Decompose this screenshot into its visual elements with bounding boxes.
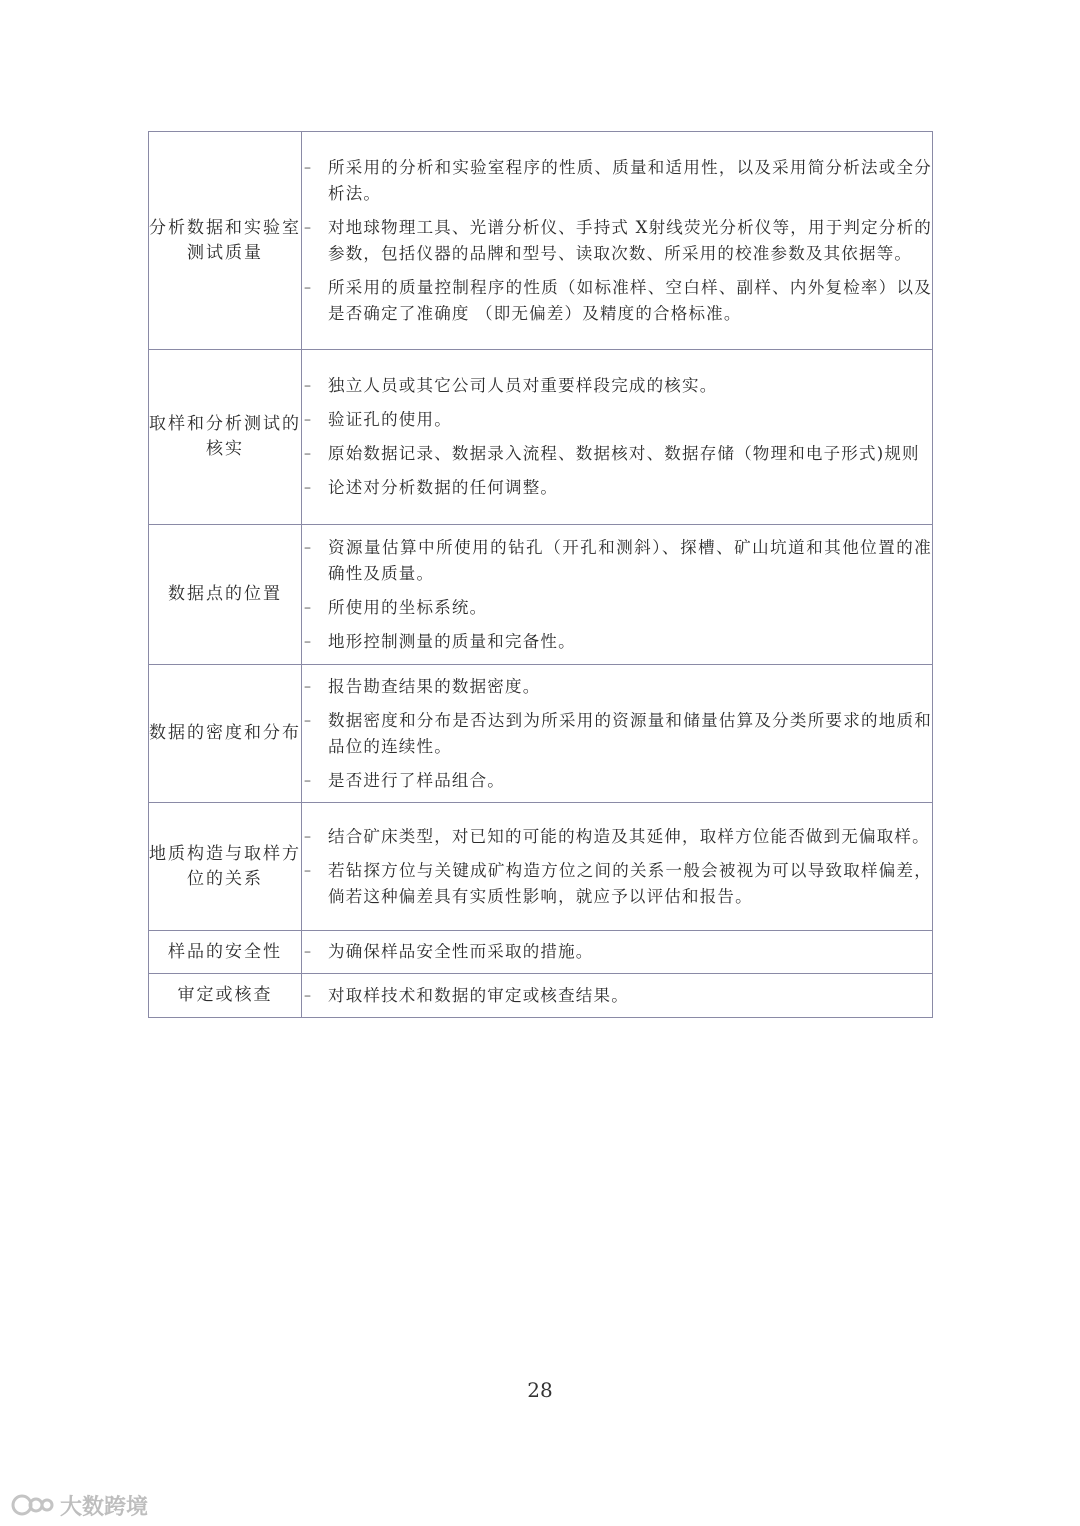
watermark (10, 1490, 148, 1520)
dash-icon: – (304, 480, 313, 496)
row-content (302, 525, 933, 665)
dash-icon: – (304, 412, 313, 428)
row-label: 数据点的位置 (149, 525, 302, 665)
logo-icon (10, 1491, 56, 1519)
bullet-item: – 是否进行了样品组合。 (302, 768, 932, 794)
bullet-item: – 资源量估算中所使用的钻孔（开孔和测斜）、探槽、矿山坑道和其他位置的准确性及质量。 (302, 535, 932, 587)
row-content (302, 974, 933, 1018)
bullet-item: – 对地球物理工具、光谱分析仪、手持式 X射线荧光分析仪等，用于判定分析的参数，包括仪器的品牌和型号、读取次数、所采用的校准参数及其依据等。 (302, 215, 932, 267)
bullet-item: – 验证孔的使用。 (302, 407, 932, 433)
row-content (302, 132, 933, 350)
dash-icon: – (304, 944, 313, 960)
dash-icon: – (304, 599, 313, 616)
dash-icon: – (304, 678, 313, 695)
bullet-item: – 为确保样品安全性而采取的措施。 (302, 939, 932, 965)
bullet-item: – 原始数据记录、数据录入流程、数据核对、数据存储（物理和电子形式)规则 (302, 441, 932, 467)
page-number: 28 (527, 1378, 553, 1402)
dash-icon: – (304, 772, 313, 789)
bullet-item: – 所采用的质量控制程序的性质（如标准样、空白样、副样、内外复检率）以及是否确定了准确度 （即无偏差）及精度的合格标准。 (302, 275, 932, 327)
bullet-item: – 地形控制测量的质量和完备性。 (302, 629, 932, 655)
bullet-item: – 数据密度和分布是否达到为所采用的资源量和储量估算及分类所要求的地质和品位的连续性。 (302, 708, 932, 760)
table-row (149, 665, 933, 803)
dash-icon: – (304, 712, 313, 729)
dash-icon: – (304, 539, 313, 556)
criteria-table (148, 131, 933, 1018)
bullet-item: – 所使用的坐标系统。 (302, 595, 932, 621)
dash-icon: – (304, 633, 313, 650)
bullet-item: – 所采用的分析和实验室程序的性质、质量和适用性，以及采用简分析法或全分析法。 (302, 155, 932, 207)
table-row (149, 931, 933, 974)
table-row (149, 803, 933, 931)
dash-icon: – (304, 219, 313, 236)
dash-icon: – (304, 987, 313, 1004)
row-label: 分析数据和实验室测试质量 (149, 132, 302, 350)
dash-icon: – (304, 828, 313, 845)
row-label: 取样和分析测试的核实 (149, 350, 302, 525)
bullet-item: – 结合矿床类型，对已知的可能的构造及其延伸，取样方位能否做到无偏取样。 (302, 824, 932, 850)
table-row (149, 525, 933, 665)
bullet-item: – 独立人员或其它公司人员对重要样段完成的核实。 (302, 373, 932, 399)
dash-icon: – (304, 378, 313, 394)
dash-icon: – (304, 862, 313, 879)
bullet-item: – 若钻探方位与关键成矿构造方位之间的关系一般会被视为可以导致取样偏差，倘若这种偏差具有实质性影响，就应予以评估和报告。 (302, 858, 932, 910)
row-label: 样品的安全性 (149, 931, 302, 974)
watermark-text: 大数跨境 (60, 1494, 149, 1520)
bullet-item: – 论述对分析数据的任何调整。 (302, 475, 932, 501)
row-content (302, 350, 933, 525)
row-content (302, 931, 933, 974)
row-label: 数据的密度和分布 (149, 665, 302, 803)
row-label: 审定或核查 (149, 974, 302, 1018)
row-content (302, 665, 933, 803)
table-row (149, 974, 933, 1018)
dash-icon: – (304, 279, 313, 296)
dash-icon: – (304, 446, 313, 462)
table-row (149, 132, 933, 350)
row-content (302, 803, 933, 931)
dash-icon: – (304, 159, 313, 176)
table-row (149, 350, 933, 525)
row-label: 地质构造与取样方位的关系 (149, 803, 302, 931)
bullet-item: – 对取样技术和数据的审定或核查结果。 (302, 983, 932, 1009)
bullet-item: – 报告勘查结果的数据密度。 (302, 674, 932, 700)
